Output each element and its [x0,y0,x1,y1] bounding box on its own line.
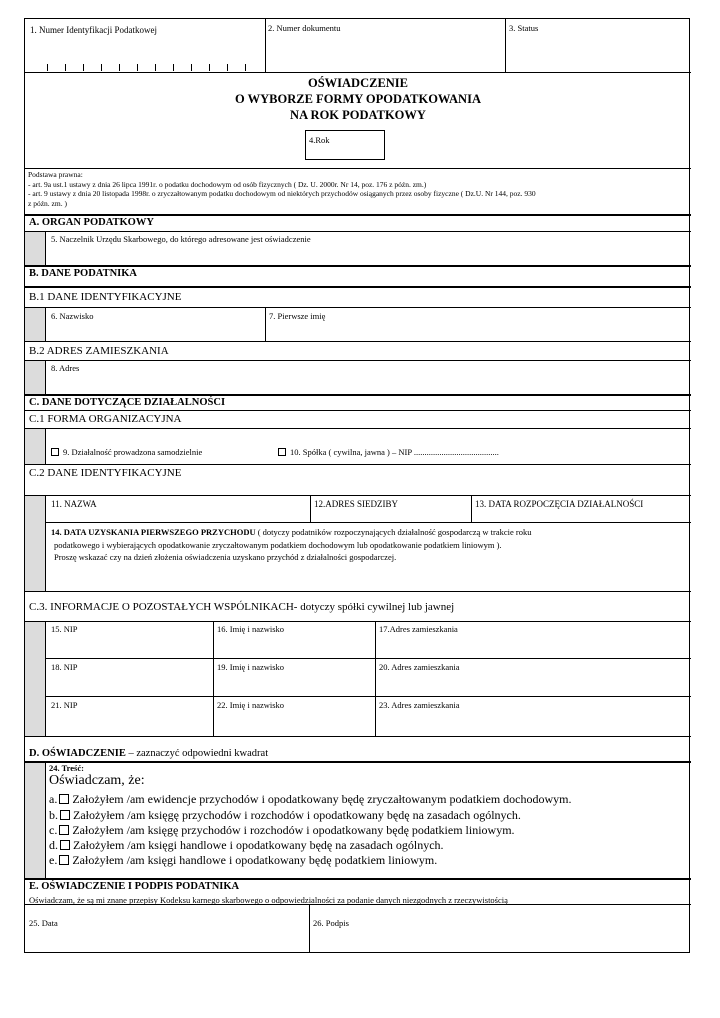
section-e-title: E. OŚWIADCZENIE I PODPIS PODATNIKA [29,881,240,892]
field-13-label: 13. DATA ROZPOCZĘCIA DZIAŁALNOŚCI [475,499,644,509]
field-14-label: 14. DATA UZYSKANIA PIERWSZEGO PRZYCHODU [51,527,256,537]
partner-1-address-input[interactable] [376,634,690,657]
field-17-label: 17.Adres zamieszkania [379,624,458,634]
option-b-checkbox[interactable] [60,810,70,820]
partner-2-name-input[interactable] [214,672,374,695]
section-b-title: B. DANE PODATNIKA [29,268,138,279]
field-14-text-2: podatkowego i wybierających opodatkowanie zryczałtowanym podatkiem dochodowym lub opodatkowanie podatkiem liniowym ). [54,539,502,550]
start-date-input[interactable] [472,509,690,521]
field-15-label: 15. NIP [51,624,78,634]
tax-declaration-form [24,18,690,953]
section-a-title: A. ORGAN PODATKOWY [29,217,154,228]
legal-basis [28,170,688,208]
tax-office-input[interactable] [46,245,690,264]
option-9-checkbox[interactable] [51,448,59,456]
field-14-text-3: Proszę wskazać czy na dzień złożenia oświadczenia uzyskano przychód z działalności gospodarczej. [54,552,397,562]
title-line-1: OŚWIADCZENIE [307,76,409,90]
surname-input[interactable] [46,321,265,340]
option-a-text: Założyłem /am ewidencje przychodów i opodatkowany będę zryczałtowanym podatkiem dochodowym. [72,792,572,806]
address-input[interactable] [46,373,690,393]
field-14-text-1: ( dotyczy podatników rozpoczynających działalność gospodarczą w trakcie roku [255,527,532,537]
field-11-label: 11. NAZWA [51,499,97,509]
title-line-3: NA ROK PODATKOWY [290,108,426,122]
field-8-label: 8. Adres [51,363,80,373]
option-d-letter: d. [49,838,58,852]
company-name-input[interactable] [46,509,309,521]
section-b2-title: B.2 ADRES ZAMIESZKANIA [29,345,169,357]
declaration-option-d[interactable] [49,838,444,853]
section-d-heading: D. OŚWIADCZENIE [29,748,126,759]
status-input[interactable] [509,33,687,71]
section-c-title: C. DANE DOTYCZĄCE DZIAŁALNOŚCI [29,397,226,408]
section-b1-title: B.1 DANE IDENTYFIKACYJNE [29,291,182,303]
year-field[interactable] [305,130,385,160]
partner-2-nip-input[interactable] [46,672,212,695]
partner-3-address-input[interactable] [376,710,690,735]
date-input[interactable] [26,929,308,952]
option-e-letter: e. [49,853,58,867]
signature-input[interactable] [310,929,690,952]
partner-2-address-input[interactable] [376,672,690,695]
declaration-option-c[interactable] [49,823,515,838]
partner-3-nip-input[interactable] [46,710,212,735]
option-e-text: Założyłem /am księgi handlowe i opodatkowany będę podatkiem liniowym. [72,853,438,867]
option-c-text: Założyłem /am księgę przychodów i rozchodów i opodatkowany będę podatkiem liniowym. [72,823,515,837]
document-number-label: 2. Numer dokumentu [268,23,341,33]
company-address-input[interactable] [311,509,470,521]
field-5-label: 5. Naczelnik Urzędu Skarbowego, do którego adresowane jest oświadczenie [51,234,311,244]
first-name-input[interactable] [266,321,690,340]
section-c3-heading: C.3. INFORMACJE O POZOSTAŁYCH WSPÓLNIKACH [29,601,294,613]
form-title [25,75,691,123]
option-10-label: 10. Spółka ( cywilna, jawna ) – NIP ........................................ [290,447,499,457]
status-label: 3. Status [509,23,539,33]
partner-1-name-input[interactable] [214,634,374,657]
declaration-option-b[interactable] [49,808,521,823]
option-a-letter: a. [49,792,58,806]
legal-basis-line-3: z późn. zm. ) [28,198,67,208]
section-d-note: – zaznaczyć odpowiedni kwadrat [125,748,269,759]
field-25-label: 25. Data [29,918,58,928]
year-label: 4.Rok [309,135,330,145]
legal-basis-line-2: - art. 9 ustawy z dnia 20 listopada 1998r. o zryczałtowanym podatku dochodowym od niektórych przychodów osiąganych przez osoby fizyczne ( Dz.U. Nr 144, poz. 930 [28,189,536,198]
field-21-label: 21. NIP [51,700,78,710]
nip-label: 1. Numer Identyfikacji Podatkowej [30,25,157,35]
field-24-label: 24. Treść: [49,763,84,773]
option-9-label: 9. Działalność prowadzona samodzielnie [63,447,203,457]
document-number-input[interactable] [268,33,504,71]
section-d-title [29,748,268,759]
field-22-label: 22. Imię i nazwisko [217,700,285,710]
partner-3-name-input[interactable] [214,710,374,735]
option-10[interactable] [278,447,499,457]
legal-basis-heading: Podstawa prawna: [28,170,83,179]
option-d-checkbox[interactable] [60,840,70,850]
title-line-2: O WYBORZE FORMY OPODATKOWANIA [235,92,481,106]
declaration-option-e[interactable] [49,853,437,868]
option-9[interactable] [51,447,202,457]
option-b-letter: b. [49,808,58,822]
field-14 [51,526,687,564]
declaration-intro: Oświadczam, że: [49,773,145,788]
option-a-checkbox[interactable] [59,794,69,804]
partner-1-nip-input[interactable] [46,634,212,657]
field-23-label: 23. Adres zamieszkania [379,700,460,710]
option-c-letter: c. [49,823,58,837]
option-e-checkbox[interactable] [59,855,69,865]
field-7-label: 7. Pierwsze imię [269,311,326,321]
section-c3-note: - dotyczy spółki cywilnej lub jawnej [293,601,455,613]
section-c1-title: C.1 FORMA ORGANIZACYJNA [29,413,182,425]
option-10-checkbox[interactable] [278,448,286,456]
field-6-label: 6. Nazwisko [51,311,94,321]
option-d-text: Założyłem /am księgi handlowe i opodatkowany będę na zasadach ogólnych. [73,838,444,852]
field-16-label: 16. Imię i nazwisko [217,624,285,634]
field-12-label: 12.ADRES SIEDZIBY [314,499,399,509]
field-20-label: 20. Adres zamieszkania [379,662,460,672]
field-19-label: 19. Imię i nazwisko [217,662,285,672]
liability-statement: Oświadczam, że są mi znane przepisy Kodeksu karnego skarbowego o odpowiedzialności za podanie danych niezgodnych z rzeczywistością [29,895,508,905]
option-b-text: Założyłem /am księgę przychodów i rozchodów i opodatkowany będę na zasadach ogólnych. [73,808,521,822]
field-26-label: 26. Podpis [313,918,349,928]
section-c2-title: C.2 DANE IDENTYFIKACYJNE [29,467,182,479]
declaration-option-a[interactable] [49,792,572,807]
option-c-checkbox[interactable] [59,825,69,835]
section-c3-title [29,601,454,613]
field-18-label: 18. NIP [51,662,78,672]
legal-basis-line-1: - art. 9a ust.1 ustawy z dnia 26 lipca 1991r. o podatku dochodowym od osób fizycznych ( Dz. U. 2000r. Nr 14, poz. 176 z późn. zm.) [28,179,427,189]
